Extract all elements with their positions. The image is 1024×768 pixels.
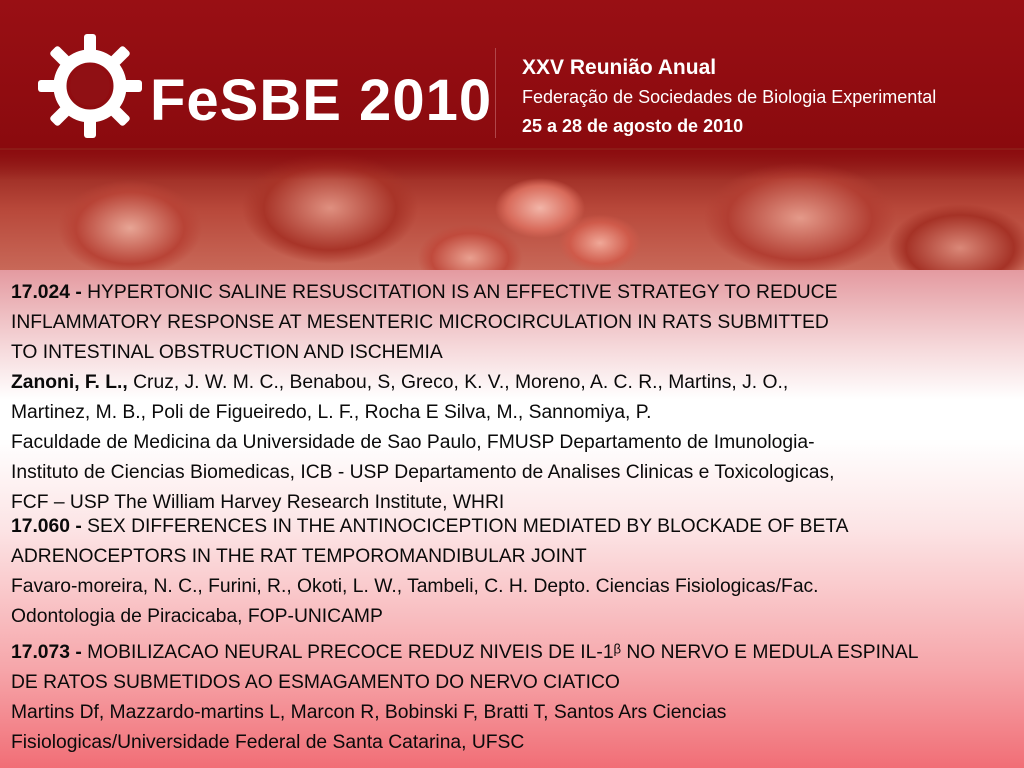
abstract-title: HYPERTONIC SALINE RESUSCITATION IS AN EFFECTIVE STRATEGY TO REDUCE — [87, 282, 838, 303]
header-divider — [495, 48, 496, 138]
authors-line — [11, 368, 1016, 398]
meeting-dates: 25 a 28 de agosto de 2010 — [522, 116, 744, 136]
authors-line: Martinez, M. B., Poli de Figueiredo, L. F., Rocha E Silva, M., Sannomiya, P. — [11, 402, 652, 423]
abstract-title-line: TO INTESTINAL OBSTRUCTION AND ISCHEMIA — [11, 342, 443, 363]
affiliation-line: Fisiologicas/Universidade Federal de Santa Catarina, UFSC — [11, 732, 525, 753]
abstract-number: 17.060 - — [11, 516, 82, 537]
abstract-title-line: DE RATOS SUBMETIDOS AO ESMAGAMENTO DO NERVO CIATICO — [11, 672, 620, 693]
abstract-title: MOBILIZACAO NEURAL PRECOCE REDUZ NIVEIS DE IL-1ᵝ NO NERVO E MEDULA ESPINAL — [87, 642, 919, 663]
authors-line: Martins Df, Mazzardo-martins L, Marcon R, Bobinski F, Bratti T, Santos Ars Ciencias — [11, 702, 727, 723]
logo-wordmark: FeSBE 2010 — [150, 68, 493, 133]
abstract-number: 17.024 - — [11, 282, 82, 303]
abstract-title-line — [11, 512, 1016, 542]
abstract-17-073 — [11, 638, 1016, 758]
co-authors: Cruz, J. W. M. C., Benabou, S, Greco, K. V., Moreno, A. C. R., Martins, J. O., — [127, 372, 789, 393]
affiliation-line: FCF – USP The William Harvey Research Institute, WHRI — [11, 492, 505, 513]
meeting-info — [522, 54, 936, 140]
fesbe-logo-icon — [36, 32, 144, 140]
affiliation-line: Faculdade de Medicina da Universidade de Sao Paulo, FMUSP Departamento de Imunologia- — [11, 432, 815, 453]
banner-fade — [0, 150, 1024, 180]
abstract-title-line — [11, 638, 1016, 668]
abstract-title-line: INFLAMMATORY RESPONSE AT MESENTERIC MICROCIRCULATION IN RATS SUBMITTED — [11, 312, 829, 333]
conference-banner — [0, 0, 1024, 270]
affiliation-line: Odontologia de Piracicaba, FOP-UNICAMP — [11, 606, 383, 627]
abstract-title-line: ADRENOCEPTORS IN THE RAT TEMPOROMANDIBULAR JOINT — [11, 546, 587, 567]
lead-author: Zanoni, F. L., — [11, 372, 128, 393]
abstract-title: SEX DIFFERENCES IN THE ANTINOCICEPTION MEDIATED BY BLOCKADE OF BETA — [87, 516, 849, 537]
abstract-title-line — [11, 278, 1016, 308]
federation-name: Federação de Sociedades de Biologia Experimental — [522, 87, 937, 107]
abstracts-area — [0, 270, 1024, 768]
abstract-17-060 — [11, 512, 1016, 632]
abstract-17-024 — [11, 278, 1016, 518]
meeting-title: XXV Reunião Anual — [522, 56, 717, 79]
authors-line: Favaro-moreira, N. C., Furini, R., Okoti, L. W., Tambeli, C. H. Depto. Ciencias Fisiologicas/Fac. — [11, 576, 819, 597]
abstract-number: 17.073 - — [11, 642, 82, 663]
affiliation-line: Instituto de Ciencias Biomedicas, ICB - USP Departamento de Analises Clinicas e Toxicologicas, — [11, 462, 835, 483]
